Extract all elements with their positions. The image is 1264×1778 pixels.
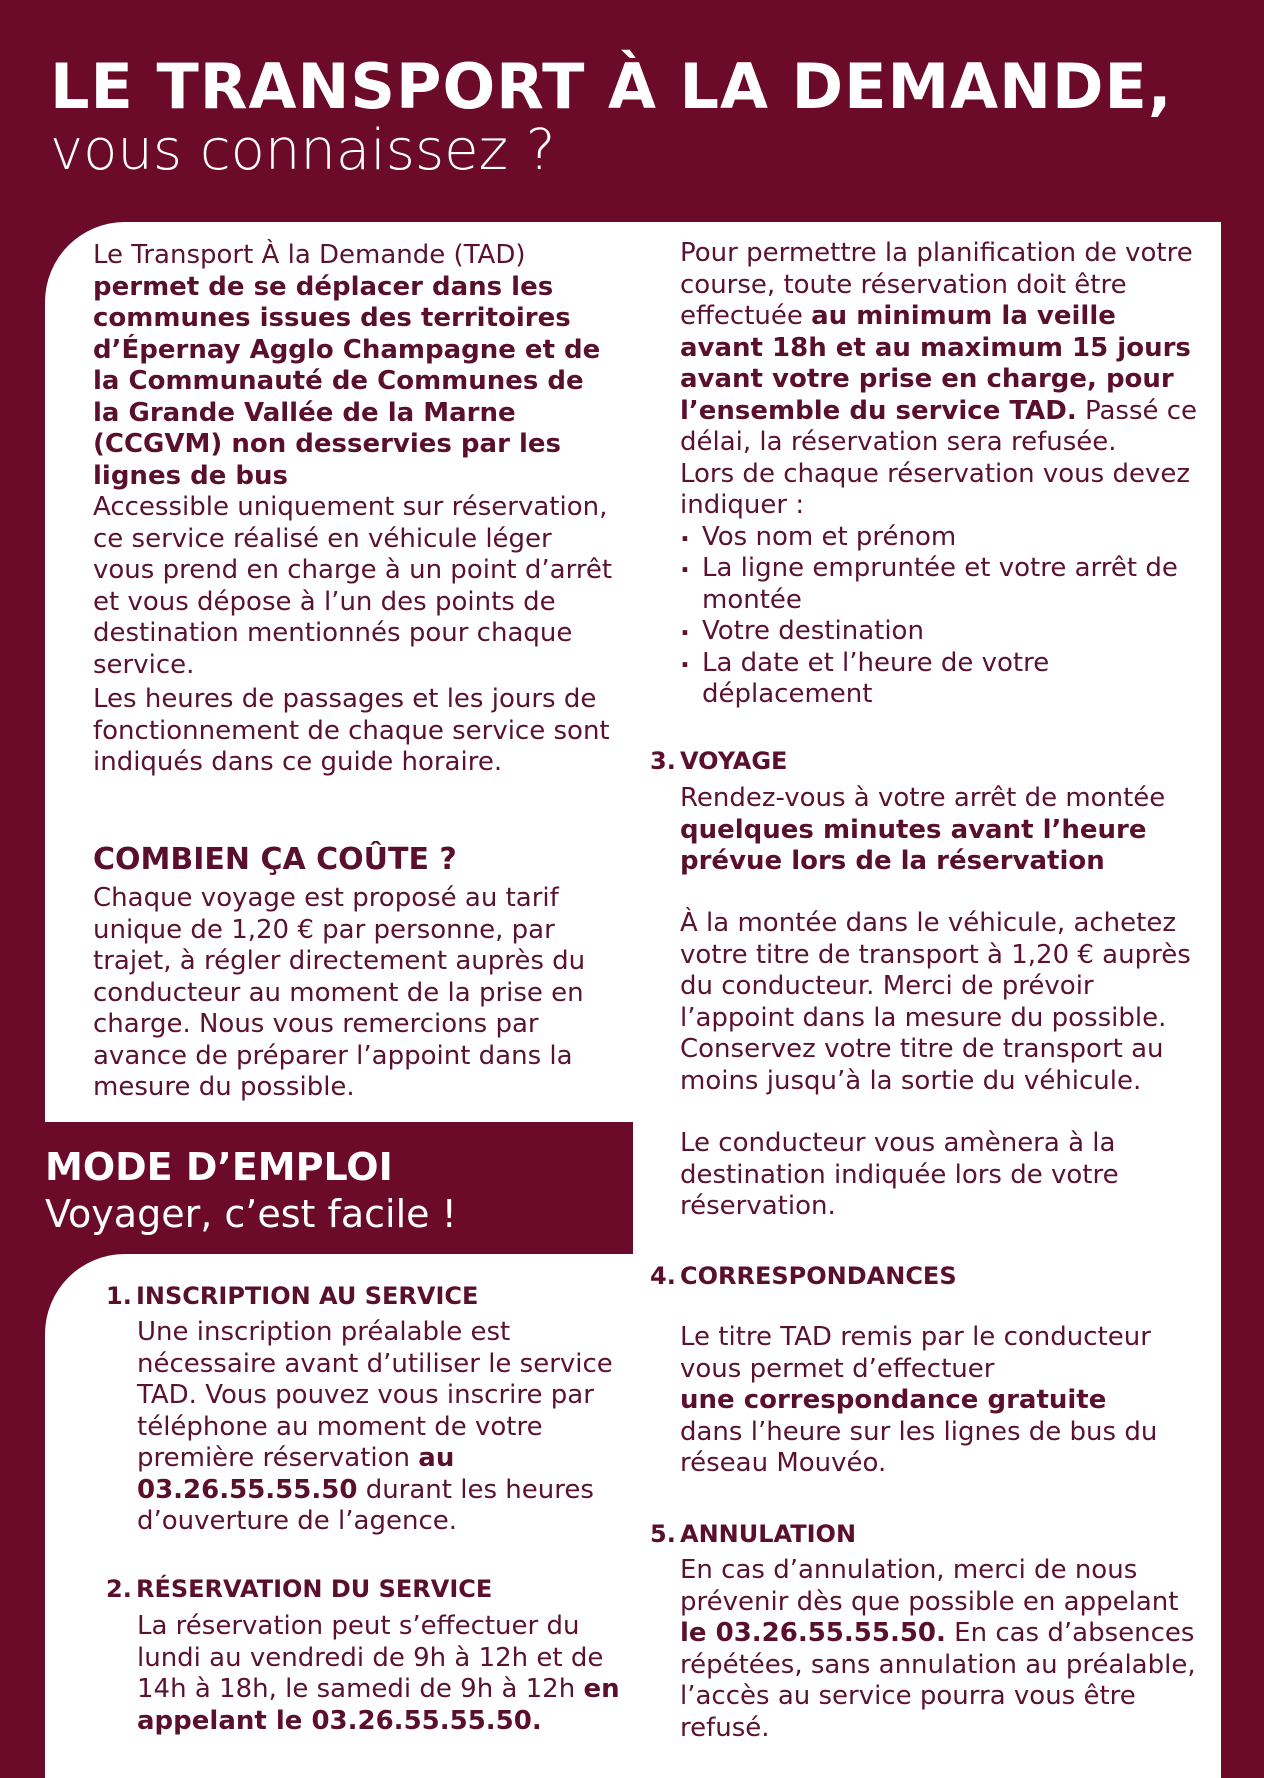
intro-bold: permet de se déplacer dans les communes issues des territoires d’Épernay Agglo Champagne et de la Communauté de Communes de la Grande Vallée de la Marne (CCGVM) non desservies par les lignes de bus bbox=[93, 271, 601, 491]
section-3-heading bbox=[650, 747, 787, 775]
section-4-text2: dans l’heure sur les lignes de bus du réseau Mouvéo. bbox=[680, 1416, 1158, 1478]
section-2-text bbox=[137, 1611, 622, 1737]
section-5-text1: En cas d’annulation, merci de nous prévenir dès que possible en appelant bbox=[680, 1555, 1179, 1617]
section-4-bold: une correspondance gratuite bbox=[680, 1385, 1107, 1415]
page-subtitle: vous connaissez ? bbox=[50, 118, 556, 183]
section-1-text2: durant les heures d’ouverture de l’agence. bbox=[137, 1474, 594, 1536]
cost-heading: COMBIEN ÇA COÛTE ? bbox=[93, 842, 457, 877]
list-item: . Votre destination bbox=[680, 616, 1200, 648]
planning-text bbox=[680, 238, 1200, 711]
planning-text3: Lors de chaque réservation vous devez indiquer : bbox=[680, 458, 1190, 520]
section-3-bold: quelques minutes avant l’heure prévue lors de la réservation bbox=[680, 814, 1147, 876]
list-item: . La ligne empruntée et votre arrêt de montée bbox=[680, 553, 1200, 616]
section-5-heading bbox=[650, 1520, 856, 1548]
mode-subtitle: Voyager, c’est facile ! bbox=[45, 1192, 457, 1236]
planning-list bbox=[680, 522, 1200, 711]
section-5-phone: le 03.26.55.55.50. bbox=[680, 1618, 946, 1648]
list-item: . Vos nom et prénom bbox=[680, 522, 1200, 554]
section-5-text bbox=[680, 1555, 1205, 1744]
page-title: LE TRANSPORT À LA DEMANDE, bbox=[50, 50, 1173, 123]
section-2-phone: en appelant le 03.26.55.55.50. bbox=[137, 1674, 620, 1736]
section-1-phone: au 03.26.55.55.50 bbox=[137, 1443, 455, 1505]
section-4-title: CORRESPONDANCES bbox=[680, 1262, 957, 1290]
intro-lead: Le Transport À la Demande (TAD) bbox=[93, 240, 526, 270]
section-2-text1: La réservation peut s’effectuer du lundi au vendredi de 9h à 12h et de 14h à 18h, le samedi de 9h à 12h bbox=[137, 1611, 604, 1704]
section-5-title: ANNULATION bbox=[680, 1520, 857, 1548]
intro-rest: Accessible uniquement sur réservation, ce service réalisé en véhicule léger vous prend en charge à un point d’arrêt et vous dépose à l’un des points de destination mentionnés pour chaque service. bbox=[93, 492, 613, 680]
planning-text2: Passé ce délai, la réservation sera refusée. bbox=[680, 395, 1198, 457]
planning-bold: au minimum la veille avant 18h et au maximum 15 jours avant votre prise en charge, pour l’ensemble du service TAD. bbox=[680, 301, 1191, 426]
section-3-title: VOYAGE bbox=[680, 747, 788, 775]
section-3-text bbox=[680, 783, 1210, 878]
section-3-text3: Le conducteur vous amènera à la destination indiquée lors de votre réservation. bbox=[680, 1128, 1119, 1221]
section-1-text1: Une inscription préalable est nécessaire avant d’utiliser le service TAD. Vous pouvez vous inscrire par téléphone au moment de votre première réservation bbox=[137, 1317, 613, 1473]
intro-para2: Les heures de passages et les jours de fonctionnement de chaque service sont indiqués dans ce guide horaire. bbox=[93, 684, 610, 777]
intro-text bbox=[93, 240, 613, 681]
section-5-number: 5. bbox=[650, 1520, 676, 1548]
section-2-number: 2. bbox=[106, 1575, 132, 1603]
section-4-number: 4. bbox=[650, 1262, 676, 1290]
section-4-text bbox=[680, 1322, 1170, 1480]
section-1-text bbox=[137, 1317, 622, 1538]
section-4-text1: Le titre TAD remis par le conducteur vous permet d’effectuer bbox=[680, 1322, 1151, 1384]
section-5-text2: En cas d’absences répétées, sans annulation au préalable, l’accès au service pourra vous être refusé. bbox=[680, 1618, 1196, 1743]
section-1-title: INSCRIPTION AU SERVICE bbox=[136, 1282, 479, 1310]
section-4-heading bbox=[650, 1262, 957, 1290]
planning-text1: Pour permettre la planification de votre course, toute réservation doit être effectuée bbox=[680, 238, 1193, 331]
cost-text: Chaque voyage est proposé au tarif unique de 1,20 € par personne, par trajet, à régler directement auprès du conducteur au moment de la prise en charge. Nous vous remercions par avance de préparer l’appoint dans la mesure du possible. bbox=[93, 883, 586, 1102]
section-2-heading bbox=[106, 1575, 492, 1603]
mode-title: MODE D’EMPLOI bbox=[45, 1145, 393, 1189]
section-3-text2: À la montée dans le véhicule, achetez votre titre de transport à 1,20 € auprès du conducteur. Merci de prévoir l’appoint dans la mesure du possible. Conservez votre titre de transport au moins jusqu’à la sortie du véhicule. bbox=[680, 908, 1191, 1096]
section-1-number: 1. bbox=[106, 1282, 132, 1310]
section-1-heading bbox=[106, 1282, 478, 1310]
section-3-text1: Rendez-vous à votre arrêt de montée bbox=[680, 783, 1166, 813]
list-item: . La date et l’heure de votre déplacement bbox=[680, 648, 1200, 711]
section-3-number: 3. bbox=[650, 747, 676, 775]
section-2-title: RÉSERVATION DU SERVICE bbox=[136, 1575, 493, 1603]
